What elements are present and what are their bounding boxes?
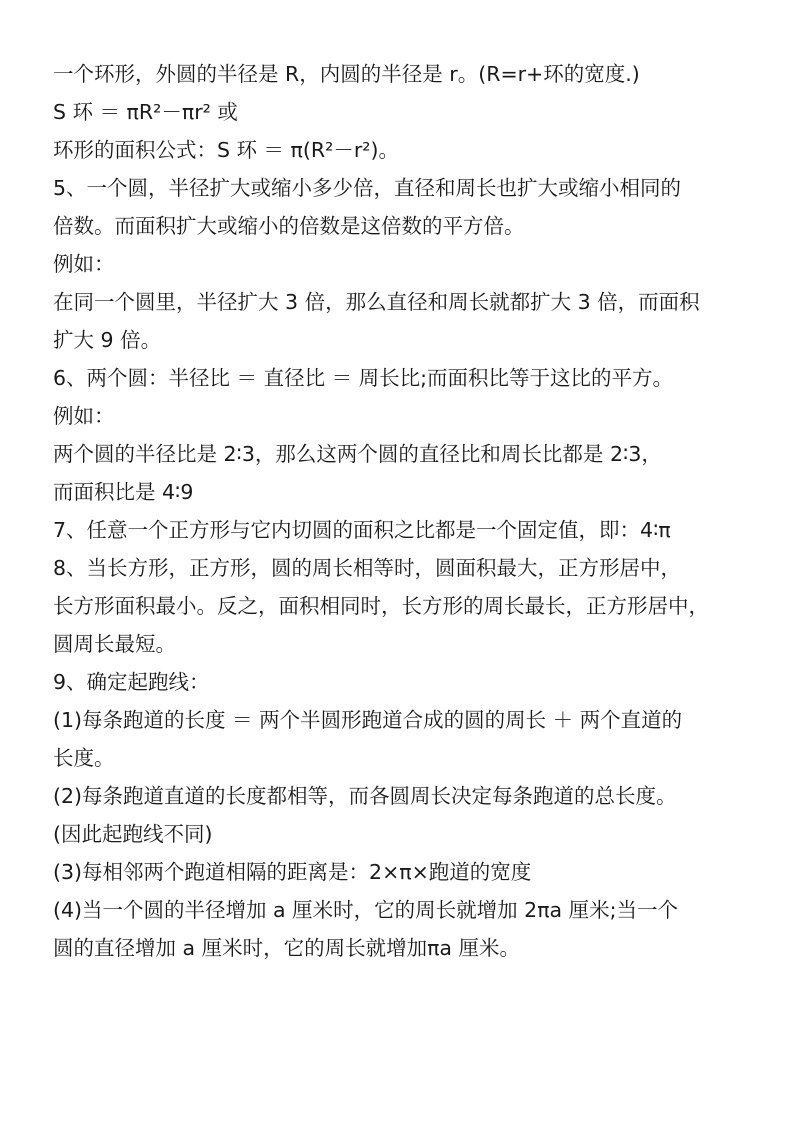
text-line-example-label: 例如： <box>53 252 115 276</box>
text-line-item-8-cont: 长方形面积最小。反之，面积相同时，长方形的周长最长，正方形居中， <box>53 594 709 618</box>
text-line-item-7: 7、任意一个正方形与它内切圆的面积之比都是一个固定值，即：4∶π <box>53 518 671 542</box>
text-line-item-9-1-cont: 长度。 <box>53 746 115 770</box>
text-line-example-label: 例如： <box>53 404 115 428</box>
text-line-example-5: 在同一个圆里，半径扩大 3 倍，那么直径和周长就都扩大 3 倍，而面积 <box>53 290 700 314</box>
text-line-item-9-3: (3)每相邻两个跑道相隔的距离是：2×π×跑道的宽度 <box>53 860 532 884</box>
text-line-item-5: 5、一个圆，半径扩大或缩小多少倍，直径和周长也扩大或缩小相同的 <box>53 176 682 200</box>
text-line-annulus-formula-1: S 环 ＝ πR²－πr² 或 <box>53 100 238 124</box>
text-line-item-9-2-cont: (因此起跑线不同) <box>53 822 213 846</box>
text-line-item-8: 8、当长方形，正方形，圆的周长相等时，圆面积最大，正方形居中， <box>53 556 682 580</box>
text-line-item-5-cont: 倍数。而面积扩大或缩小的倍数是这倍数的平方倍。 <box>53 214 525 238</box>
text-line-item-9-4-cont: 圆的直径增加 a 厘米时，它的周长就增加πa 厘米。 <box>53 936 521 960</box>
text-line-item-6: 6、两个圆：半径比 ＝ 直径比 ＝ 周长比;而面积比等于这比的平方。 <box>53 366 674 390</box>
text-line-item-9-4: (4)当一个圆的半径增加 a 厘米时，它的周长就增加 2πa 厘米;当一个 <box>53 898 679 922</box>
text-line-item-9-2: (2)每条跑道直道的长度都相等，而各圆周长决定每条跑道的总长度。 <box>53 784 677 808</box>
text-line-annulus-definition: 一个环形，外圆的半径是 R，内圆的半径是 r。(R=r+环的宽度.) <box>53 62 640 86</box>
text-line-example-6: 两个圆的半径比是 2∶3，那么这两个圆的直径比和周长比都是 2∶3， <box>53 442 662 466</box>
text-line-example-5-cont: 扩大 9 倍。 <box>53 328 162 352</box>
text-line-item-8-end: 圆周长最短。 <box>53 632 176 656</box>
text-line-example-6-cont: 而面积比是 4∶9 <box>53 480 194 504</box>
text-line-item-9-1: (1)每条跑道的长度 ＝ 两个半圆形跑道合成的圆的周长 ＋ 两个直道的 <box>53 708 683 732</box>
text-line-annulus-formula-2: 环形的面积公式：S 环 ＝ π(R²－r²)。 <box>53 138 400 162</box>
text-line-item-9: 9、确定起跑线： <box>53 670 210 694</box>
